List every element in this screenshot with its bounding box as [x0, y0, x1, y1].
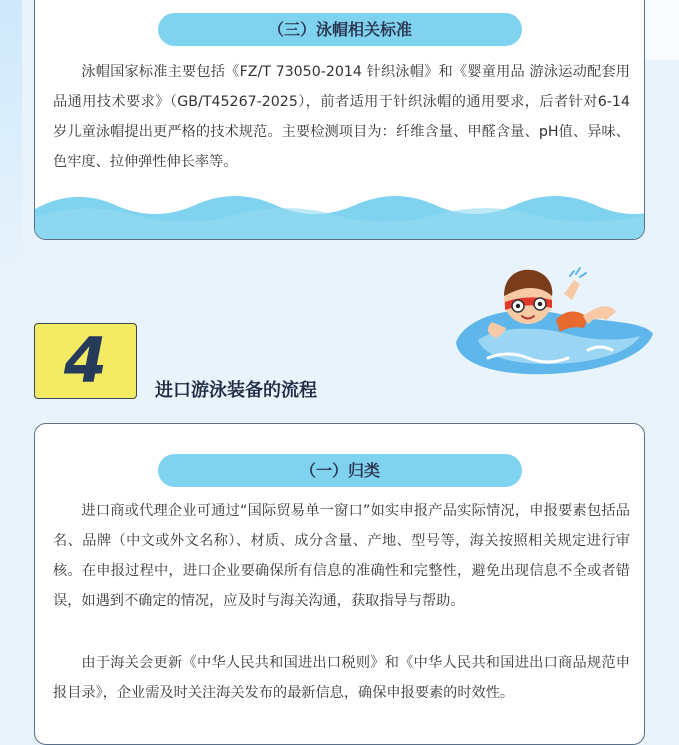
classification-paragraph-2: 由于海关会更新《中华人民共和国进出口税则》和《中华人民共和国进出口商品规范申报目录》，企业需及时关注海关发布的最新信息，确保申报要素的时效性。: [53, 655, 630, 701]
background-decoration-right: [639, 0, 679, 60]
section-heading-pill: （三）泳帽相关标准: [158, 13, 522, 46]
swim-cap-standards-paragraph: 泳帽国家标准主要包括《FZ/T 73050-2014 针织泳帽》和《婴童用品 游泳运动配套用品通用技术要求》（GB/T45267-2025），前者适用于针织泳帽的通用要求，后者针对6-14岁儿童泳帽提出更严格的技术规范。主要检测项目为：纤维含量、甲醛含量、pH值、异味、色牢度、拉伸弹性伸长率等。: [53, 64, 630, 170]
swimming-child-illustration: [448, 262, 658, 382]
classification-card: [34, 423, 645, 745]
classification-paragraph-1: 进口商或代理企业可通过“国际贸易单一窗口”如实申报产品实际情况，申报要素包括品名、品牌（中文或外文名称）、材质、成分含量、产地、型号等，海关按照相关规定进行审核。在申报过程中，进口企业要确保所有信息的准确性和完整性，避免出现信息不全或者错误，如遇到不确定的情况，应及时与海关沟通，获取指导与帮助。: [53, 503, 630, 609]
section-heading-pill: （一）归类: [158, 454, 522, 487]
section-number: 4: [63, 324, 108, 397]
background-decoration-left: [0, 0, 22, 720]
wave-decoration: [35, 187, 644, 239]
section-number-box: [34, 323, 137, 399]
section-title: 进口游泳装备的流程: [155, 380, 317, 401]
swim-cap-standards-card: [34, 0, 645, 240]
